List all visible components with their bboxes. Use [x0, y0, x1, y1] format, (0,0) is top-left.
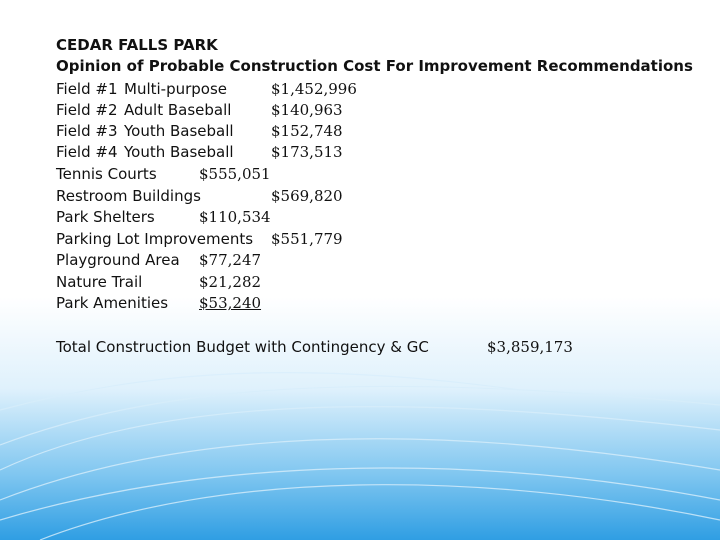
field-1-name: Multi-purpose	[124, 80, 228, 98]
total-cost: $3,859,173	[487, 338, 573, 356]
item-park-amenities-label: Park Amenities	[56, 294, 169, 312]
field-3-name: Youth Baseball	[124, 122, 234, 140]
item-playground-label: Playground Area	[56, 251, 180, 269]
item-playground-cost: $77,247	[199, 251, 262, 269]
item-park-shelters-label: Park Shelters	[56, 208, 155, 226]
item-tennis-courts-cost: $555,051	[199, 165, 271, 183]
item-tennis-courts-label: Tennis Courts	[56, 165, 157, 183]
field-4-cost: $173,513	[271, 143, 343, 161]
field-4-name: Youth Baseball	[124, 143, 234, 161]
park-title: CEDAR FALLS PARK	[56, 36, 218, 54]
total-label: Total Construction Budget with Contingency & GC	[56, 338, 429, 356]
field-4-id: Field #4	[56, 143, 118, 161]
field-2-name: Adult Baseball	[124, 101, 232, 119]
item-parking-lot-cost: $551,779	[271, 230, 343, 248]
field-3-cost: $152,748	[271, 122, 343, 140]
item-nature-trail-label: Nature Trail	[56, 273, 143, 291]
field-1-id: Field #1	[56, 80, 118, 98]
item-park-shelters-cost: $110,534	[199, 208, 271, 226]
field-2-id: Field #2	[56, 101, 118, 119]
field-1-cost: $1,452,996	[271, 80, 357, 98]
item-restroom-buildings-cost: $569,820	[271, 187, 343, 205]
item-park-amenities-cost: $53,240	[199, 294, 262, 312]
page-subtitle: Opinion of Probable Construction Cost For Improvement Recommendations	[56, 57, 693, 75]
item-restroom-buildings-label: Restroom Buildings	[56, 187, 201, 205]
item-nature-trail-cost: $21,282	[199, 273, 262, 291]
item-parking-lot-label: Parking Lot Improvements	[56, 230, 254, 248]
field-2-cost: $140,963	[271, 101, 343, 119]
field-3-id: Field #3	[56, 122, 118, 140]
